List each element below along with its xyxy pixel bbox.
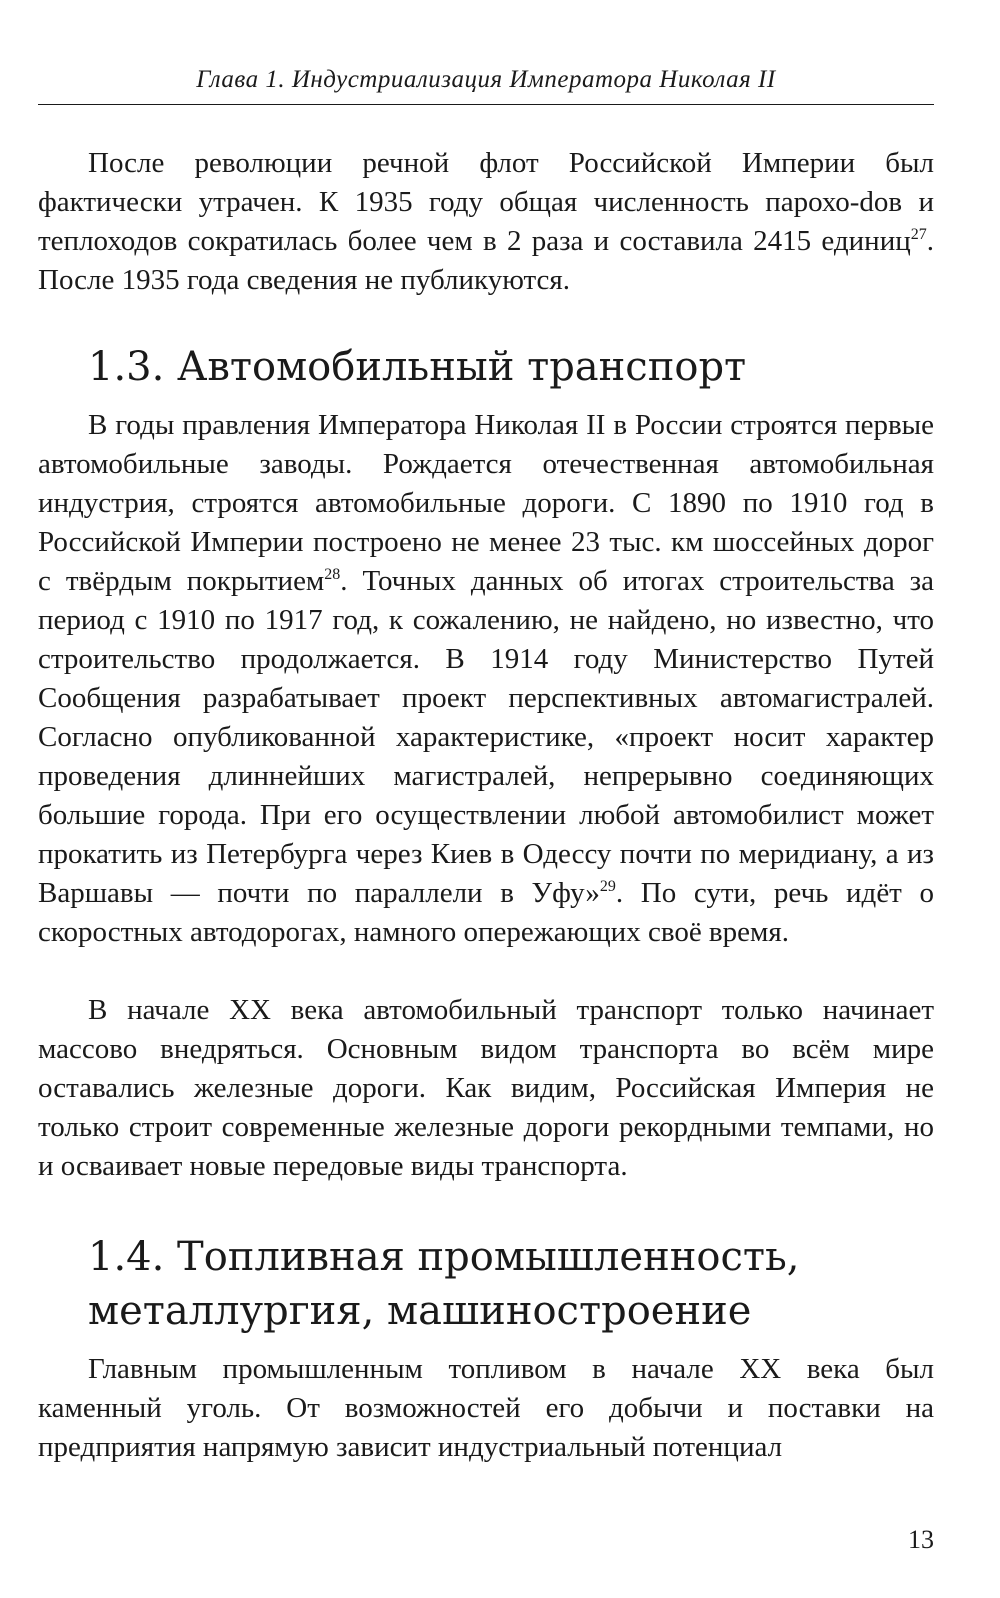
paragraph-fuel-industry: Главным промышленным топливом в начале XX века был каменный уголь. От возможностей его добычи и поставки на предприятия напрямую зависит индустриальный потенциал [38,1353,934,1463]
section-heading-1-4: 1.4. Топливная промышленность, металлургия, машиностроение [88,1234,800,1334]
running-head: Глава 1. Индустриализация Императора Николая II [196,66,776,93]
paragraph-text: После революции речной флот Российской Империи был фактически утрачен. К 1935 году общая численность парохо-dов и теплоходов сократилась более чем в 2 раза и составила 2415 единиц [38,147,934,257]
footnote-ref-28[interactable]: 28 [324,566,341,583]
paragraph-text: В годы правления Императора Николая II в России строятся первые автомобильные заводы. Рождается отечественная автомобильная индустрия, строятся автомобильные дороги. С 1890 по 1910 год в Российской Империи построено не менее 23 тыс. км шоссейных дорог с твёрдым покрытием [38,409,934,597]
footnote-ref-27[interactable]: 27 [910,226,927,243]
section-heading-1-3: 1.3. Автомобильный транспорт [88,344,747,390]
paragraph-river-fleet [38,144,934,300]
paragraph-text: . По сути, речь идёт о скоростных автодорогах, намного опережающих своё время. [38,877,935,948]
page-number: 13 [908,1525,934,1554]
paragraph-text: . После 1935 года сведения не публикуются. [38,225,934,296]
paragraph-automobile-industry [38,406,934,952]
header-rule [38,104,934,105]
paragraph-text: . Точных данных об итогах строительства за период с 1910 по 1917 год, к сожалению, не найдено, но известно, что строительство продолжается. В 1914 году Министерство Путей Сообщения разрабатывает проект перспективных автомагистралей. Согласно опубликованной характеристике, «проект носит характер проведения длиннейших магистралей, непрерывно соединяющих большие города. При его осуществлении любой автомобилист может прокатить из Петербурга через Киев в Одессу почти по меридиану, а из Варшавы — почти по параллели в Уфу» [38,565,934,909]
paragraph-transport-summary: В начале XX века автомобильный транспорт только начинает массово внедряться. Основным видом транспорта во всём мире оставались железные дороги. Как видим, Российская Империя не только строит современные железные дороги рекордными темпами, но и осваивает новые передовые виды транспорта. [38,994,934,1182]
footnote-ref-29[interactable]: 29 [599,878,616,895]
